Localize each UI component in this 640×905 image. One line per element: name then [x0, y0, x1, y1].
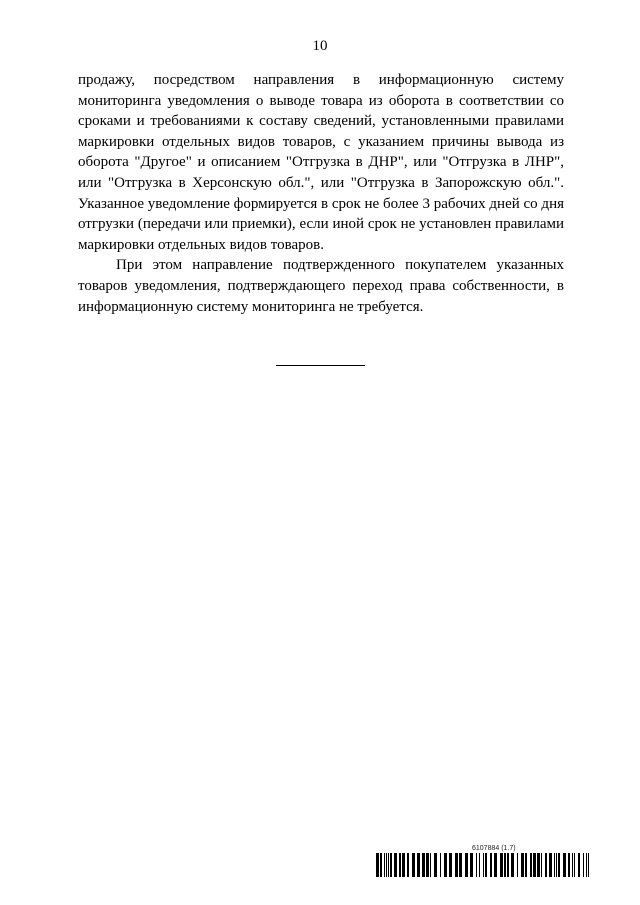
paragraph-2: При этом направление подтвержденного покупателем указанных товаров уведомления, подтверждающего переход права собственности, в информационную систему мониторинга не требуется. — [78, 257, 564, 315]
barcode-label: 6107884 (1.7) — [472, 845, 516, 852]
separator-line — [276, 365, 365, 366]
document-body — [78, 70, 564, 317]
paragraph-1: продажу, посредством направления в информационную систему мониторинга уведомления о выводе товара из оборота в соответствии со сроками и требованиями к составу сведений, установленными правилами маркировки отдельных видов товаров, с указанием причины вывода из оборота "Другое" и описанием "Отгрузка в ДНР", или "Отгрузка в ЛНР", или "Отгрузка в Херсонскую обл.", или "Отгрузка в Запорожскую обл.". Указанное уведомление формируется в срок не более 3 рабочих дней со дня отгрузки (передачи или приемки), если иной срок не установлен правилами маркировки отдельных видов товаров. — [78, 72, 564, 253]
barcode-image — [376, 853, 590, 877]
barcode — [376, 853, 590, 877]
page-number: 10 — [312, 38, 328, 54]
